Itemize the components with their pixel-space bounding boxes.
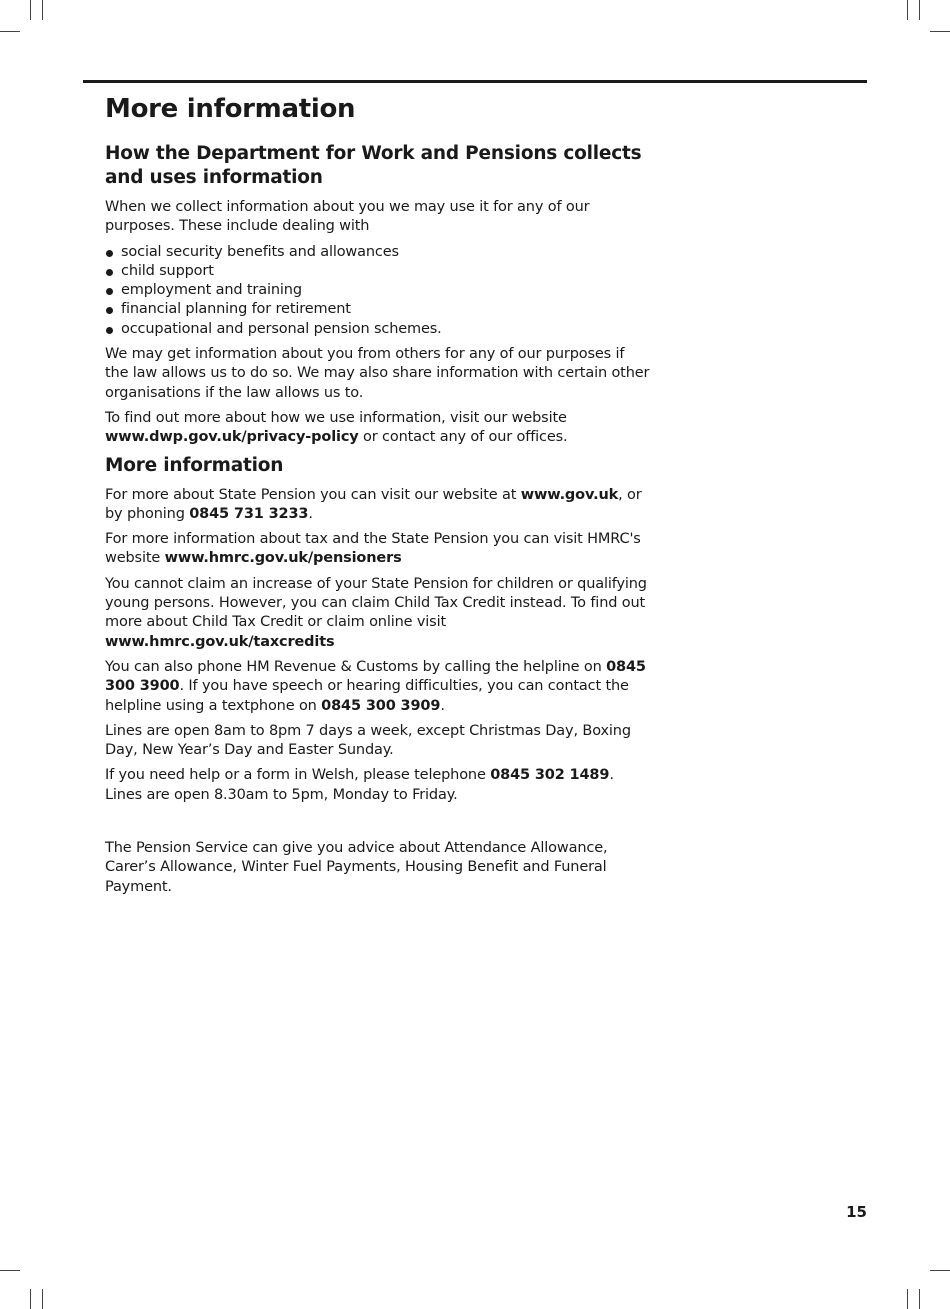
section-heading-more-info: More information	[105, 454, 284, 476]
top-rule	[83, 80, 867, 83]
phone-number: 0845 731 3233	[189, 505, 309, 522]
paragraph-hmrc-helpline: You can also phone HM Revenue & Customs by calling the helpline on 0845 300 3900. If you have speech or hearing difficulties, you can contact the helpline using a textphone on 0845 300 3909.	[105, 658, 646, 714]
crop-mark	[42, 0, 43, 20]
crop-mark	[930, 31, 950, 32]
paragraph-state-pension: For more about State Pension you can visit our website at www.gov.uk, or by phoning 0845 731 3233.	[105, 486, 642, 522]
hmrc-pensioners-link[interactable]: www.hmrc.gov.uk/pensioners	[164, 550, 402, 567]
spacer	[105, 811, 650, 839]
purposes-list	[105, 243, 650, 339]
gov-uk-link[interactable]: www.gov.uk	[520, 486, 619, 503]
paragraph-privacy: To find out more about how we use information, visit our website www.dwp.gov.uk/privacy-policy or contact any of our offices.	[105, 409, 568, 446]
crop-mark	[42, 1289, 43, 1309]
privacy-policy-link[interactable]: www.dwp.gov.uk/privacy-policy	[105, 429, 359, 446]
paragraph-share-info: We may get information about you from others for any of our purposes if the law allows us to do so. We may also share information with certain other organisations if the law allows us to.	[105, 346, 650, 401]
hmrc-taxcredits-link[interactable]: www.hmrc.gov.uk/taxcredits	[105, 633, 335, 650]
page-number: 15	[846, 1203, 867, 1221]
textphone-number: 0845 300 3909	[321, 697, 441, 714]
paragraph-opening-hours: Lines are open 8am to 8pm 7 days a week, except Christmas Day, Boxing Day, New Year’s Day and Easter Sunday.	[105, 722, 631, 759]
phone-number: 0845 300 3900	[105, 658, 646, 695]
crop-mark	[30, 1289, 31, 1309]
section-heading-dwp: How the Department for Work and Pensions collects and uses information	[105, 143, 642, 188]
paragraph-pension-service: The Pension Service can give you advice about Attendance Allowance, Carer’s Allowance, Winter Fuel Payments, Housing Benefit and Funeral Payment.	[105, 840, 608, 895]
list-item: occupational and personal pension schemes.	[105, 320, 650, 339]
list-item: child support	[105, 262, 650, 281]
paragraph-welsh-help: If you need help or a form in Welsh, please telephone 0845 302 1489. Lines are open 8.30am to 5pm, Monday to Friday.	[105, 767, 614, 803]
welsh-phone-number: 0845 302 1489	[490, 767, 610, 784]
paragraph-hmrc-pensioners: For more information about tax and the State Pension you can visit HMRC's website www.hmrc.gov.uk/pensioners	[105, 531, 641, 567]
crop-mark	[907, 1289, 908, 1309]
crop-mark	[30, 0, 31, 20]
intro-paragraph: When we collect information about you we may use it for any of our purposes. These include dealing with	[105, 199, 590, 235]
page-content	[105, 92, 650, 903]
page-title: More information	[105, 94, 356, 124]
crop-mark	[930, 1270, 950, 1271]
crop-mark	[919, 1289, 920, 1309]
list-item: financial planning for retirement	[105, 300, 650, 319]
crop-mark	[907, 0, 908, 20]
list-item: employment and training	[105, 281, 650, 300]
crop-mark	[0, 31, 20, 32]
list-item: social security benefits and allowances	[105, 243, 650, 262]
paragraph-child-tax-credit: You cannot claim an increase of your State Pension for children or qualifying young persons. However, you can claim Child Tax Credit instead. To find out more about Child Tax Credit or claim online visit www.hmrc.gov.uk/taxcredits	[105, 575, 647, 650]
crop-mark	[919, 0, 920, 20]
crop-mark	[0, 1270, 20, 1271]
